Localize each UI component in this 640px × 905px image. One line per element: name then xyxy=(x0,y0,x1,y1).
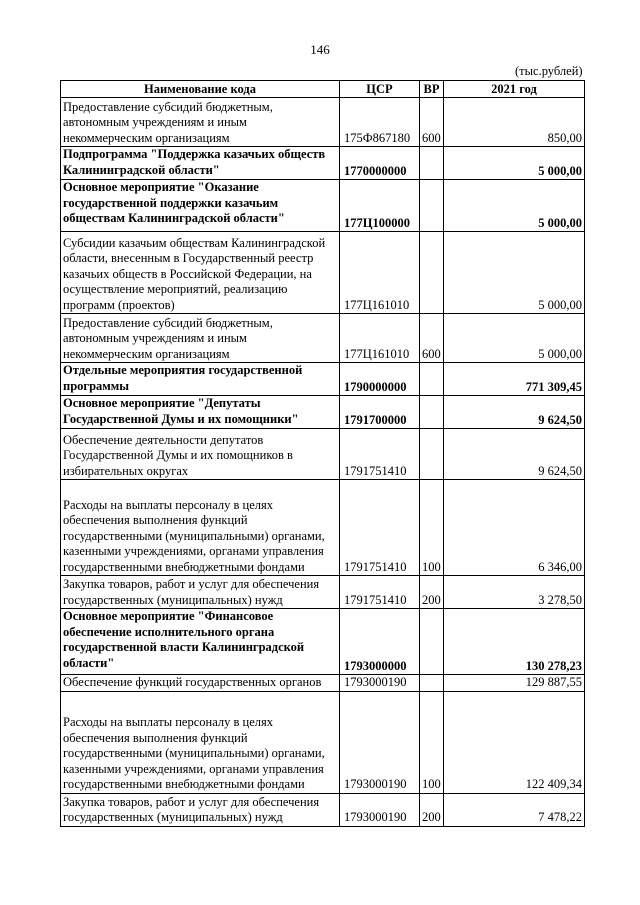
budget-table xyxy=(60,80,585,827)
row-csr: 1793000190 xyxy=(340,675,420,692)
row-csr: 1793000190 xyxy=(340,691,420,793)
row-amount: 771 309,45 xyxy=(444,363,585,396)
table-row xyxy=(61,98,585,147)
table-row xyxy=(61,691,585,793)
table-row xyxy=(61,147,585,180)
row-csr: 1790000000 xyxy=(340,363,420,396)
row-name: Предоставление субсидий бюджетным, автономным учреждениям и иным некоммерческим организациям xyxy=(61,98,340,147)
table-row xyxy=(61,396,585,429)
table-row xyxy=(61,609,585,675)
row-vr xyxy=(420,147,444,180)
page-number: 146 xyxy=(310,42,330,57)
header-name: Наименование кода xyxy=(61,81,340,98)
row-name: Основное мероприятие "Депутаты Государственной Думы и их помощники" xyxy=(61,396,340,429)
row-amount: 5 000,00 xyxy=(444,147,585,180)
table-row xyxy=(61,480,585,576)
row-vr xyxy=(420,232,444,314)
row-amount: 850,00 xyxy=(444,98,585,147)
row-amount: 5 000,00 xyxy=(444,180,585,232)
header-vr: ВР xyxy=(420,81,444,98)
row-csr: 1793000190 xyxy=(340,793,420,826)
row-vr: 600 xyxy=(420,98,444,147)
table-row xyxy=(61,793,585,826)
row-vr xyxy=(420,363,444,396)
row-vr xyxy=(420,675,444,692)
row-csr: 1791751410 xyxy=(340,576,420,609)
row-name: Обеспечение функций государственных органов xyxy=(61,675,340,692)
units-label: (тыс.рублей) xyxy=(515,64,583,78)
row-name: Основное мероприятие "Оказание государственной поддержки казачьим обществам Калининградской области" xyxy=(61,180,340,232)
row-vr: 200 xyxy=(420,576,444,609)
row-csr: 1770000000 xyxy=(340,147,420,180)
row-csr: 177Ц100000 xyxy=(340,180,420,232)
table-row xyxy=(61,576,585,609)
row-csr: 177Ц161010 xyxy=(340,232,420,314)
table-row xyxy=(61,232,585,314)
row-name: Подпрограмма "Поддержка казачьих обществ Калининградской области" xyxy=(61,147,340,180)
row-amount: 5 000,00 xyxy=(444,232,585,314)
row-amount: 130 278,23 xyxy=(444,609,585,675)
row-vr xyxy=(420,180,444,232)
header-csr: ЦСР xyxy=(340,81,420,98)
table-row xyxy=(61,363,585,396)
row-vr: 100 xyxy=(420,480,444,576)
table-header-row xyxy=(61,81,585,98)
row-vr xyxy=(420,396,444,429)
row-amount: 122 409,34 xyxy=(444,691,585,793)
row-name: Обеспечение деятельности депутатов Государственной Думы и их помощников в избирательных округах xyxy=(61,429,340,480)
row-amount: 7 478,22 xyxy=(444,793,585,826)
table-row xyxy=(61,180,585,232)
row-csr: 1793000000 xyxy=(340,609,420,675)
row-vr xyxy=(420,609,444,675)
row-amount: 6 346,00 xyxy=(444,480,585,576)
row-amount: 9 624,50 xyxy=(444,396,585,429)
row-csr: 177Ц161010 xyxy=(340,314,420,363)
row-name: Расходы на выплаты персоналу в целях обеспечения выполнения функций государственными (муниципальными) органами, казенными учреждениями, органами управления государственными внебюджетными фондами xyxy=(61,691,340,793)
row-amount: 3 278,50 xyxy=(444,576,585,609)
row-name: Расходы на выплаты персоналу в целях обеспечения выполнения функций государственными (муниципальными) органами, казенными учреждениями, органами управления государственными внебюджетными фондами xyxy=(61,480,340,576)
row-name: Основное мероприятие "Финансовое обеспечение исполнительного органа государственной власти Калининградской области" xyxy=(61,609,340,675)
row-vr: 200 xyxy=(420,793,444,826)
row-csr: 175Ф867180 xyxy=(340,98,420,147)
header-amount: 2021 год xyxy=(444,81,585,98)
row-csr: 1791751410 xyxy=(340,429,420,480)
row-name: Субсидии казачьим обществам Калининградской области, внесенным в Государственный реестр казачьих обществ в Российской Федерации, на осуществление мероприятий, реализацию программ (проектов) xyxy=(61,232,340,314)
table-row xyxy=(61,675,585,692)
row-vr xyxy=(420,429,444,480)
row-name: Отдельные мероприятия государственной программы xyxy=(61,363,340,396)
row-name: Закупка товаров, работ и услуг для обеспечения государственных (муниципальных) нужд xyxy=(61,576,340,609)
row-amount: 5 000,00 xyxy=(444,314,585,363)
row-vr: 100 xyxy=(420,691,444,793)
row-name: Закупка товаров, работ и услуг для обеспечения государственных (муниципальных) нужд xyxy=(61,793,340,826)
row-csr: 1791700000 xyxy=(340,396,420,429)
table-row xyxy=(61,314,585,363)
table-row xyxy=(61,429,585,480)
row-csr: 1791751410 xyxy=(340,480,420,576)
row-name: Предоставление субсидий бюджетным, автономным учреждениям и иным некоммерческим организациям xyxy=(61,314,340,363)
row-vr: 600 xyxy=(420,314,444,363)
row-amount: 129 887,55 xyxy=(444,675,585,692)
row-amount: 9 624,50 xyxy=(444,429,585,480)
